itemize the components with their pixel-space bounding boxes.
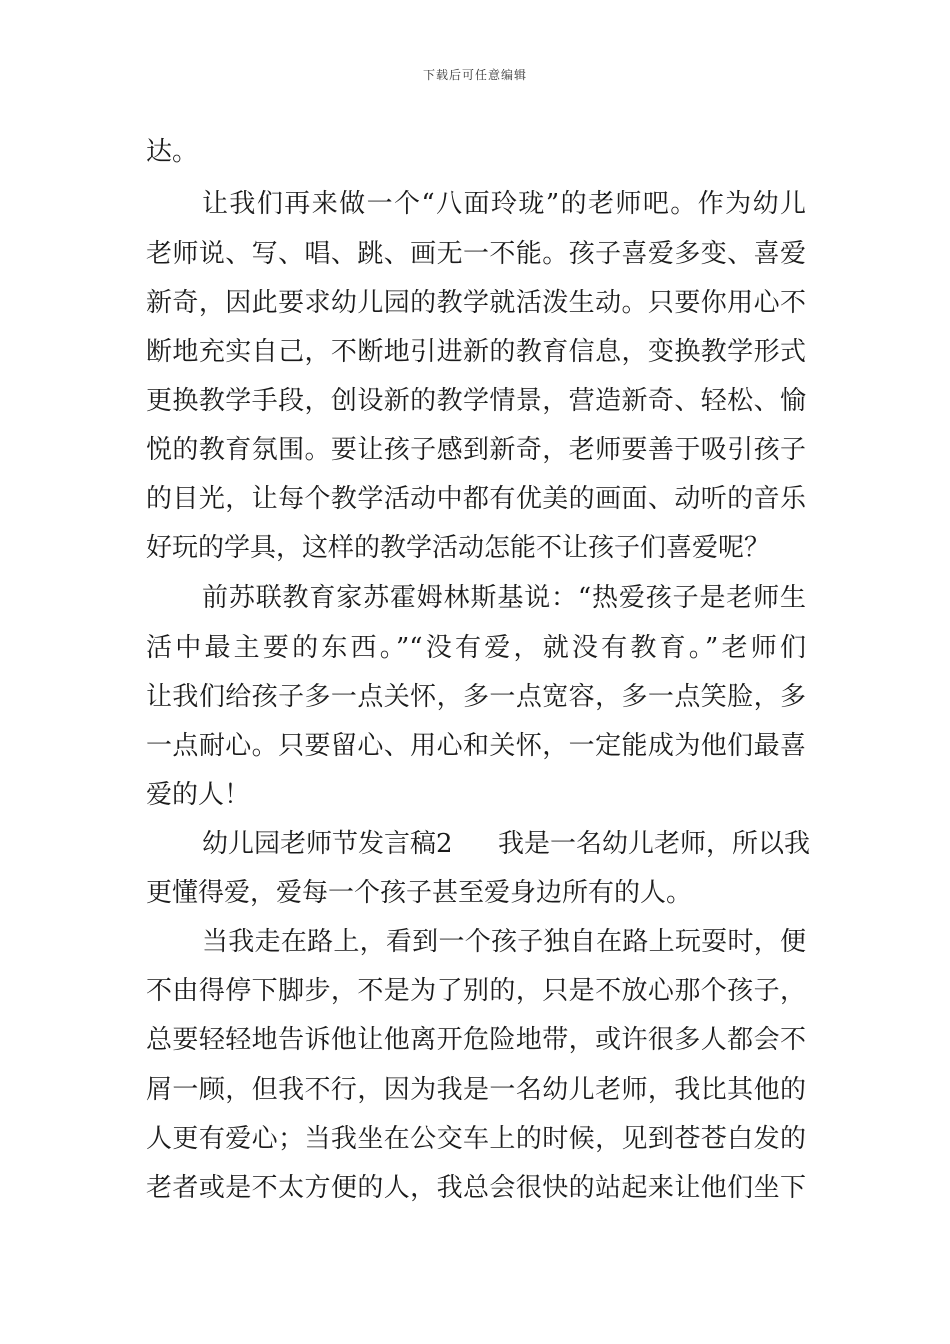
paragraph-line: 活中最主要的东西。”“没有爱，就没有教育。”老师们 (146, 633, 806, 663)
paragraph-line: 让我们再来做一个“八面玲珑”的老师吧。作为幼儿 (202, 189, 806, 219)
paragraph-line: 老师说、写、唱、跳、画无一不能。孩子喜爱多变、喜爱 (146, 239, 806, 269)
paragraph-line: 不由得停下脚步，不是为了别的，只是不放心那个孩子， (146, 976, 806, 1006)
paragraph-line: 好玩的学具，这样的教学活动怎能不让孩子们喜爱呢？ (146, 533, 771, 563)
paragraph-line: 更换教学手段，创设新的教学情景，营造新奇、轻松、愉 (146, 386, 806, 416)
paragraph-line: 断地充实自己，不断地引进新的教育信息，变换教学形式 (146, 337, 806, 367)
paragraph-line: 当我走在路上，看到一个孩子独自在路上玩耍时，便 (202, 927, 806, 957)
page-header-note: 下载后可任意编辑 (422, 68, 527, 82)
section-title: 幼儿园老师节发言稿2 (202, 829, 453, 859)
paragraph-line: 新奇，因此要求幼儿园的教学就活泼生动。只要你用心不 (146, 288, 806, 318)
paragraph-line: 更懂得爱，爱每一个孩子甚至爱身边所有的人。 (146, 878, 693, 908)
paragraph-line: 达。 (146, 137, 199, 167)
paragraph-line: 爱的人！ (146, 780, 251, 810)
paragraph-line: 老者或是不太方便的人，我总会很快的站起来让他们坐下 (146, 1173, 806, 1203)
paragraph-line: 前苏联教育家苏霍姆林斯基说：“热爱孩子是老师生 (202, 583, 806, 613)
paragraph-line: 的目光，让每个教学活动中都有优美的画面、动听的音乐 (146, 484, 806, 514)
paragraph-line: 人更有爱心；当我坐在公交车上的时候，见到苍苍白发的 (146, 1124, 806, 1154)
paragraph-line: 屑一顾，但我不行，因为我是一名幼儿老师，我比其他的 (146, 1075, 806, 1105)
paragraph-line: 一点耐心。只要留心、用心和关怀，一定能成为他们最喜 (146, 731, 806, 761)
section-heading-row (146, 820, 811, 868)
paragraph-line: 让我们给孩子多一点关怀，多一点宽容，多一点笑脸，多 (146, 682, 806, 712)
paragraph-line: 我是一名幼儿老师，所以我 (498, 829, 811, 859)
paragraph-line: 总要轻轻地告诉他让他离开危险地带，或许很多人都会不 (146, 1025, 806, 1055)
paragraph-line: 悦的教育氛围。要让孩子感到新奇，老师要善于吸引孩子 (146, 435, 806, 465)
